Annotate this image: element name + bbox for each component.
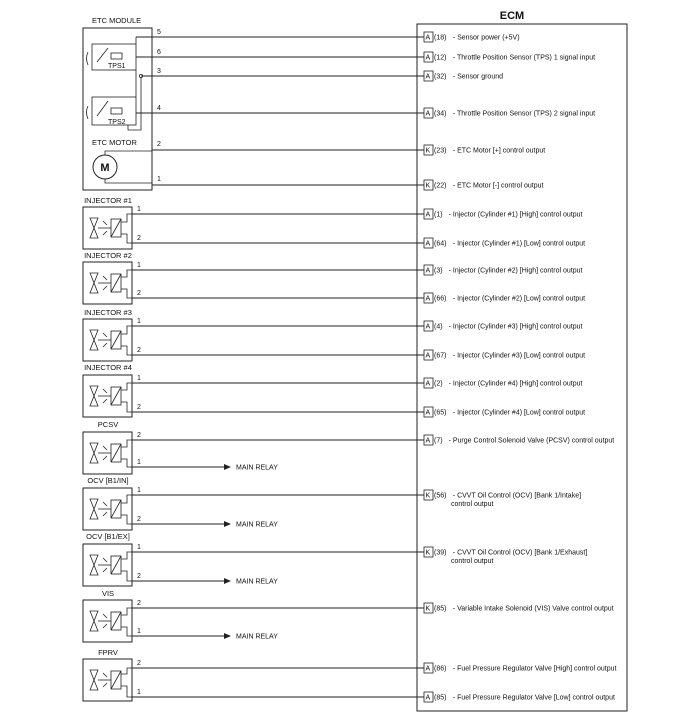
pin-number: 2 xyxy=(137,404,141,411)
solenoid-component xyxy=(83,476,278,530)
etc-module-title: ETC MODULE xyxy=(92,16,142,25)
connector-pin: (4) xyxy=(434,323,443,331)
connector-pin: (56) xyxy=(434,492,447,500)
pin-number: 1 xyxy=(137,689,141,696)
connector-pin: (2) xyxy=(434,380,443,388)
connector-pin: (12) xyxy=(434,54,447,62)
tps2-label: TPS2 xyxy=(108,119,126,126)
pin-number: 1 xyxy=(137,262,141,269)
etc-pin-2: 2 xyxy=(157,141,161,148)
connector-code: A xyxy=(425,694,431,702)
pin-number: 2 xyxy=(137,660,141,667)
connector-code: K xyxy=(425,549,431,557)
connector-code: A xyxy=(425,267,431,275)
etc-pin-6: 6 xyxy=(157,49,161,56)
connector-pin: (22) xyxy=(434,182,447,190)
connector-pin: (39) xyxy=(434,549,447,557)
pin-number: 1 xyxy=(137,206,141,213)
connection-description: - Injector (Cylinder #1) [Low] control output xyxy=(452,240,586,248)
component-label: VIS xyxy=(101,589,115,598)
pin-number: 1 xyxy=(137,459,141,466)
component-label: PCSV xyxy=(97,420,119,429)
component-label: OCV [B1/IN] xyxy=(87,476,129,485)
solenoid-component xyxy=(83,420,278,474)
connection-description: - ETC Motor [+] control output xyxy=(452,147,546,155)
arrow-right-icon xyxy=(224,521,231,527)
connector-pin: (34) xyxy=(434,110,447,118)
connection-description: - ETC Motor [-] control output xyxy=(452,182,544,190)
connector-code: K xyxy=(425,147,431,155)
etc-motor-title: ETC MOTOR xyxy=(92,138,137,147)
solenoid-component xyxy=(83,589,278,642)
connection-description: - Injector (Cylinder #4) [Low] control output xyxy=(452,409,586,417)
connection-description-line2: control output xyxy=(451,558,494,565)
connector-pin: (65) xyxy=(434,409,447,417)
etc-pin-5: 5 xyxy=(157,29,161,36)
pin-number: 2 xyxy=(137,573,141,580)
connector-code: A xyxy=(425,240,431,248)
connection-description: - CVVT Oil Control (OCV) [Bank 1/Exhaust] xyxy=(452,549,588,557)
tps1-label: TPS1 xyxy=(108,63,126,70)
svg-text:M: M xyxy=(100,162,110,174)
connector-code: A xyxy=(425,323,431,331)
connector-code: A xyxy=(425,409,431,417)
etc-pin-3: 3 xyxy=(157,68,161,75)
connection-description: - Injector (Cylinder #2) [Low] control output xyxy=(452,295,586,303)
component-label: INJECTOR #2 xyxy=(84,251,132,260)
solenoid-component xyxy=(83,363,141,417)
etc-pin-4: 4 xyxy=(157,105,161,112)
pin-number: 2 xyxy=(137,600,141,607)
connection-description: - Fuel Pressure Regulator Valve [Low] control output xyxy=(452,694,615,702)
connector-pin: (18) xyxy=(434,34,447,42)
connection-description: - Injector (Cylinder #3) [Low] control output xyxy=(452,352,586,360)
connector-pin: (3) xyxy=(434,267,443,275)
solenoid-component xyxy=(83,196,141,249)
arrow-right-icon xyxy=(224,633,231,639)
connection-description: - CVVT Oil Control (OCV) [Bank 1/Intake] xyxy=(452,492,582,500)
connector-pin: (7) xyxy=(434,437,443,445)
connection-description: - Throttle Position Sensor (TPS) 1 signal input xyxy=(452,54,596,62)
connector-code: A xyxy=(425,54,431,62)
arrow-right-icon xyxy=(224,578,231,584)
main-relay-label: MAIN RELAY xyxy=(236,578,278,586)
connector-code: A xyxy=(425,211,431,219)
pin-number: 1 xyxy=(137,628,141,635)
connection-description: - Injector (Cylinder #4) [High] control output xyxy=(448,380,583,388)
component-label: INJECTOR #4 xyxy=(84,363,132,372)
connector-code: A xyxy=(425,665,431,673)
arrow-right-icon xyxy=(224,464,231,470)
connection-description: - Injector (Cylinder #1) [High] control output xyxy=(448,211,583,219)
pin-number: 1 xyxy=(137,375,141,382)
pin-number: 2 xyxy=(137,290,141,297)
main-relay-label: MAIN RELAY xyxy=(236,633,278,641)
connector-pin: (67) xyxy=(434,352,447,360)
connector-code: A xyxy=(425,380,431,388)
connection-description-line2: control output xyxy=(451,501,494,508)
connector-code: K xyxy=(425,605,431,613)
pin-number: 1 xyxy=(137,318,141,325)
connector-code: A xyxy=(425,110,431,118)
connector-pin: (32) xyxy=(434,73,447,81)
component-label: OCV [B1/EX] xyxy=(86,532,130,541)
connection-description: - Injector (Cylinder #3) [High] control output xyxy=(448,323,583,331)
component-label: INJECTOR #1 xyxy=(84,196,132,205)
connector-pin: (66) xyxy=(434,295,447,303)
connector-pin: (86) xyxy=(434,665,447,673)
main-relay-label: MAIN RELAY xyxy=(236,464,278,472)
pin-number: 2 xyxy=(137,235,141,242)
pin-number: 2 xyxy=(137,432,141,439)
connector-code: A xyxy=(425,73,431,81)
connector-code: A xyxy=(425,295,431,303)
connector-pin: (1) xyxy=(434,211,443,219)
pin-number: 1 xyxy=(137,487,141,494)
pin-number: 2 xyxy=(137,516,141,523)
connection-description: - Sensor ground xyxy=(452,73,504,81)
connector-code: A xyxy=(425,352,431,360)
connector-pin: (64) xyxy=(434,240,447,248)
solenoid-component xyxy=(83,308,141,361)
solenoid-component xyxy=(83,532,278,586)
connection-description: - Throttle Position Sensor (TPS) 2 signal input xyxy=(452,110,596,118)
solenoid-component xyxy=(83,648,141,701)
component-label: INJECTOR #3 xyxy=(84,308,132,317)
etc-pin-1: 1 xyxy=(157,176,161,183)
solenoid-component xyxy=(83,251,141,304)
connection-description: - Sensor power (+5V) xyxy=(452,34,520,42)
connector-code: A xyxy=(425,437,431,445)
components xyxy=(83,196,278,701)
connection-description: - Purge Control Solenoid Valve (PCSV) control output xyxy=(448,437,615,445)
connection-description: - Variable Intake Solenoid (VIS) Valve control output xyxy=(452,605,614,613)
connector-code: K xyxy=(425,182,431,190)
connector-pin: (85) xyxy=(434,694,447,702)
pin-number: 1 xyxy=(137,544,141,551)
connector-pin: (23) xyxy=(434,147,447,155)
main-relay-label: MAIN RELAY xyxy=(236,521,278,529)
connection-description: - Injector (Cylinder #2) [High] control output xyxy=(448,267,583,275)
ecm-title: ECM xyxy=(499,10,525,22)
connector-code: A xyxy=(425,34,431,42)
connection-description: - Fuel Pressure Regulator Valve [High] control output xyxy=(452,665,617,673)
component-label: FPRV xyxy=(98,648,118,657)
pin-number: 2 xyxy=(137,347,141,354)
connector-pin: (85) xyxy=(434,605,447,613)
connector-code: K xyxy=(425,492,431,500)
